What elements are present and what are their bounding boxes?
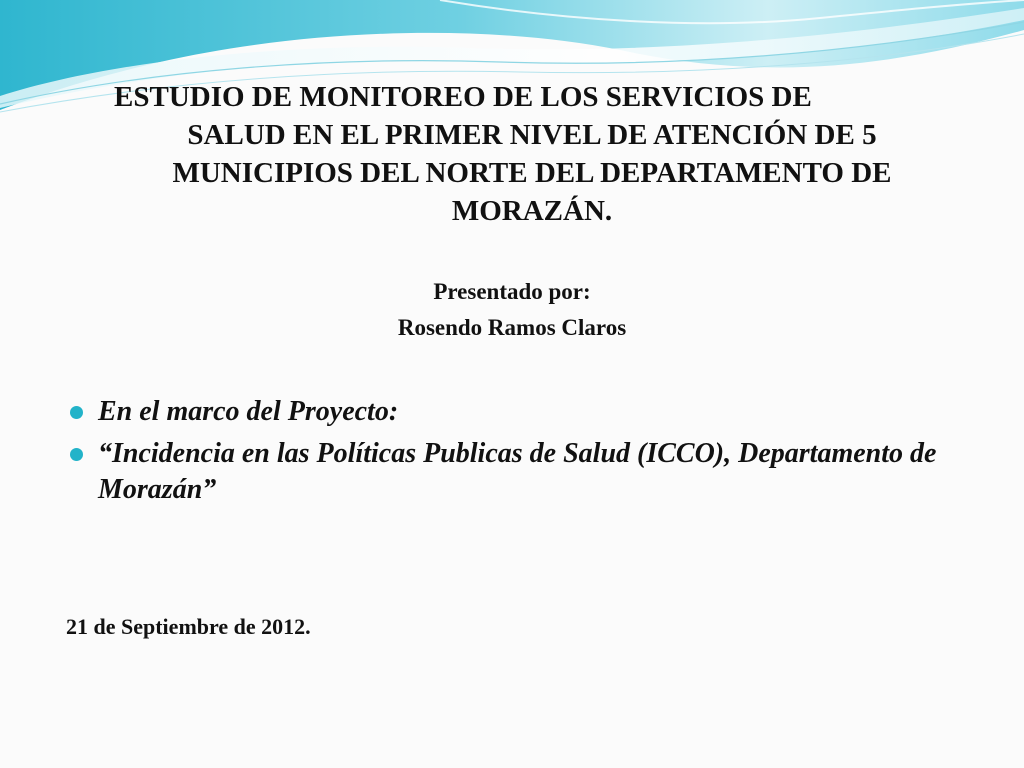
bullet-text: En el marco del Proyecto:: [98, 396, 399, 427]
bullet-list: [66, 394, 966, 514]
list-item: [66, 394, 966, 430]
presentation-date: 21 de Septiembre de 2012.: [66, 614, 311, 639]
title-line: ESTUDIO DE MONITOREO DE LOS SERVICIOS DE: [114, 81, 812, 113]
title-line: MORAZÁN.: [451, 195, 613, 227]
bullet-dot-icon: [70, 448, 83, 461]
title-line: SALUD EN EL PRIMER NIVEL DE ATENCIÓN DE 5: [187, 119, 877, 151]
presenter-block: [0, 274, 1024, 346]
presenter-name: Rosendo Ramos Claros: [397, 315, 627, 340]
bullet-dot-icon: [70, 406, 83, 419]
slide-title: [60, 78, 1004, 230]
list-item: [66, 436, 966, 508]
presented-by-label: Presentado por:: [433, 279, 591, 304]
title-line: MUNICIPIOS DEL NORTE DEL DEPARTAMENTO DE: [172, 157, 892, 189]
bullet-text: “Incidencia en las Políticas Publicas de Salud (ICCO), Departamento de Morazán”: [98, 438, 937, 505]
